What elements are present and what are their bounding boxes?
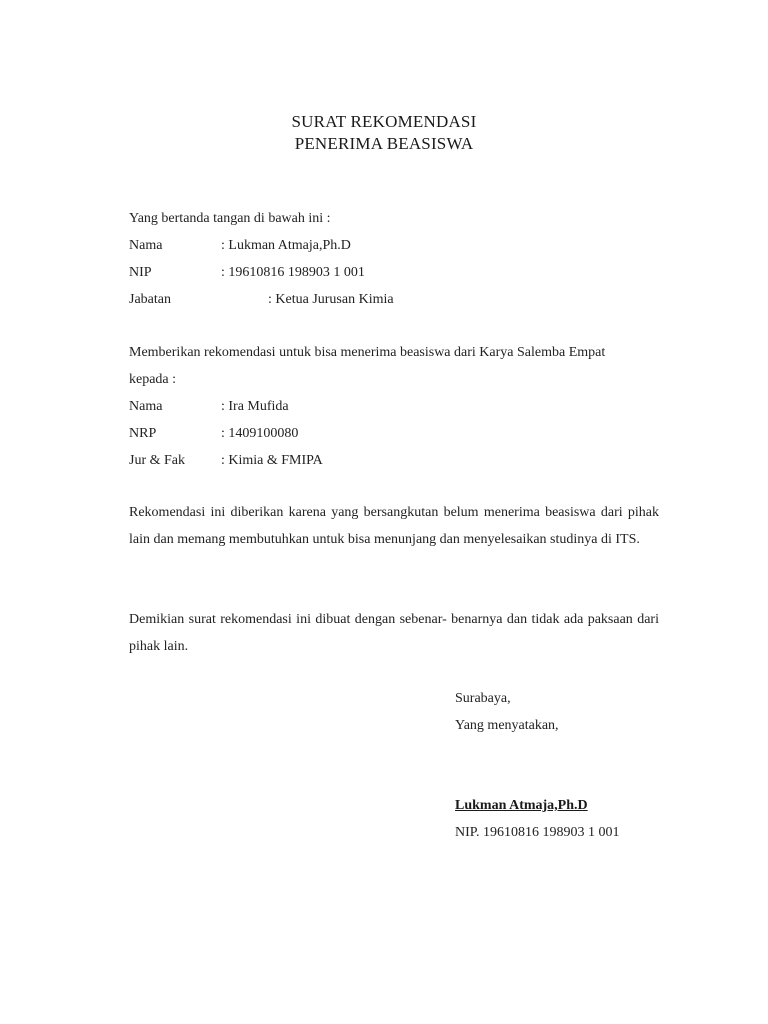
signatory-block (129, 205, 659, 313)
reason-paragraph: Rekomendasi ini diberikan karena yang bersangkutan belum menerima beasiswa dari pihak lain dan memang membutuhkan untuk bisa menunjang dan menyelesaikan studinya di ITS. (129, 505, 659, 547)
closing-block (455, 685, 559, 739)
recommendation-intro-line2: kepada : (129, 372, 177, 387)
recommendation-intro-line1: Memberikan rekomendasi untuk bisa menerima beasiswa dari Karya Salemba Empat (129, 345, 606, 360)
closing-paragraph: Demikian surat rekomendasi ini dibuat dengan sebenar- benarnya dan tidak ada paksaan dari pihak lain. (129, 612, 659, 654)
recipient-nrp-value: : 1409100080 (221, 426, 299, 441)
signatory-position-row (129, 286, 659, 313)
signatory-position-label: Jabatan (129, 292, 171, 307)
signatory-position-value: : Ketua Jurusan Kimia (268, 292, 394, 307)
signatory-name-row (129, 232, 659, 259)
recipient-dept-label: Jur & Fak (129, 453, 185, 468)
letter-title: SURAT REKOMENDASI (291, 112, 477, 131)
closing-place: Surabaya, (455, 691, 511, 706)
recipient-nrp-row (129, 420, 659, 447)
signatory-nip-label: NIP (129, 265, 152, 280)
signatory-nip-value: : 19610816 198903 1 001 (221, 265, 365, 280)
closing-statement: Yang menyatakan, (455, 718, 559, 733)
signatory-intro: Yang bertanda tangan di bawah ini : (129, 211, 331, 226)
signatory-name-label: Nama (129, 238, 163, 253)
signatory-name-value: : Lukman Atmaja,Ph.D (221, 238, 351, 253)
signatory-nip-row (129, 259, 659, 286)
recipient-name-value: : Ira Mufida (221, 399, 289, 414)
signer-nip: NIP. 19610816 198903 1 001 (455, 825, 620, 840)
recipient-block (129, 339, 659, 474)
recipient-name-row (129, 393, 659, 420)
recipient-dept-value: : Kimia & FMIPA (221, 453, 323, 468)
recipient-dept-row (129, 447, 659, 474)
signer-name: Lukman Atmaja,Ph.D (455, 798, 588, 813)
recipient-nrp-label: NRP (129, 426, 157, 441)
letter-subtitle: PENERIMA BEASISWA (294, 134, 474, 153)
recipient-name-label: Nama (129, 399, 163, 414)
